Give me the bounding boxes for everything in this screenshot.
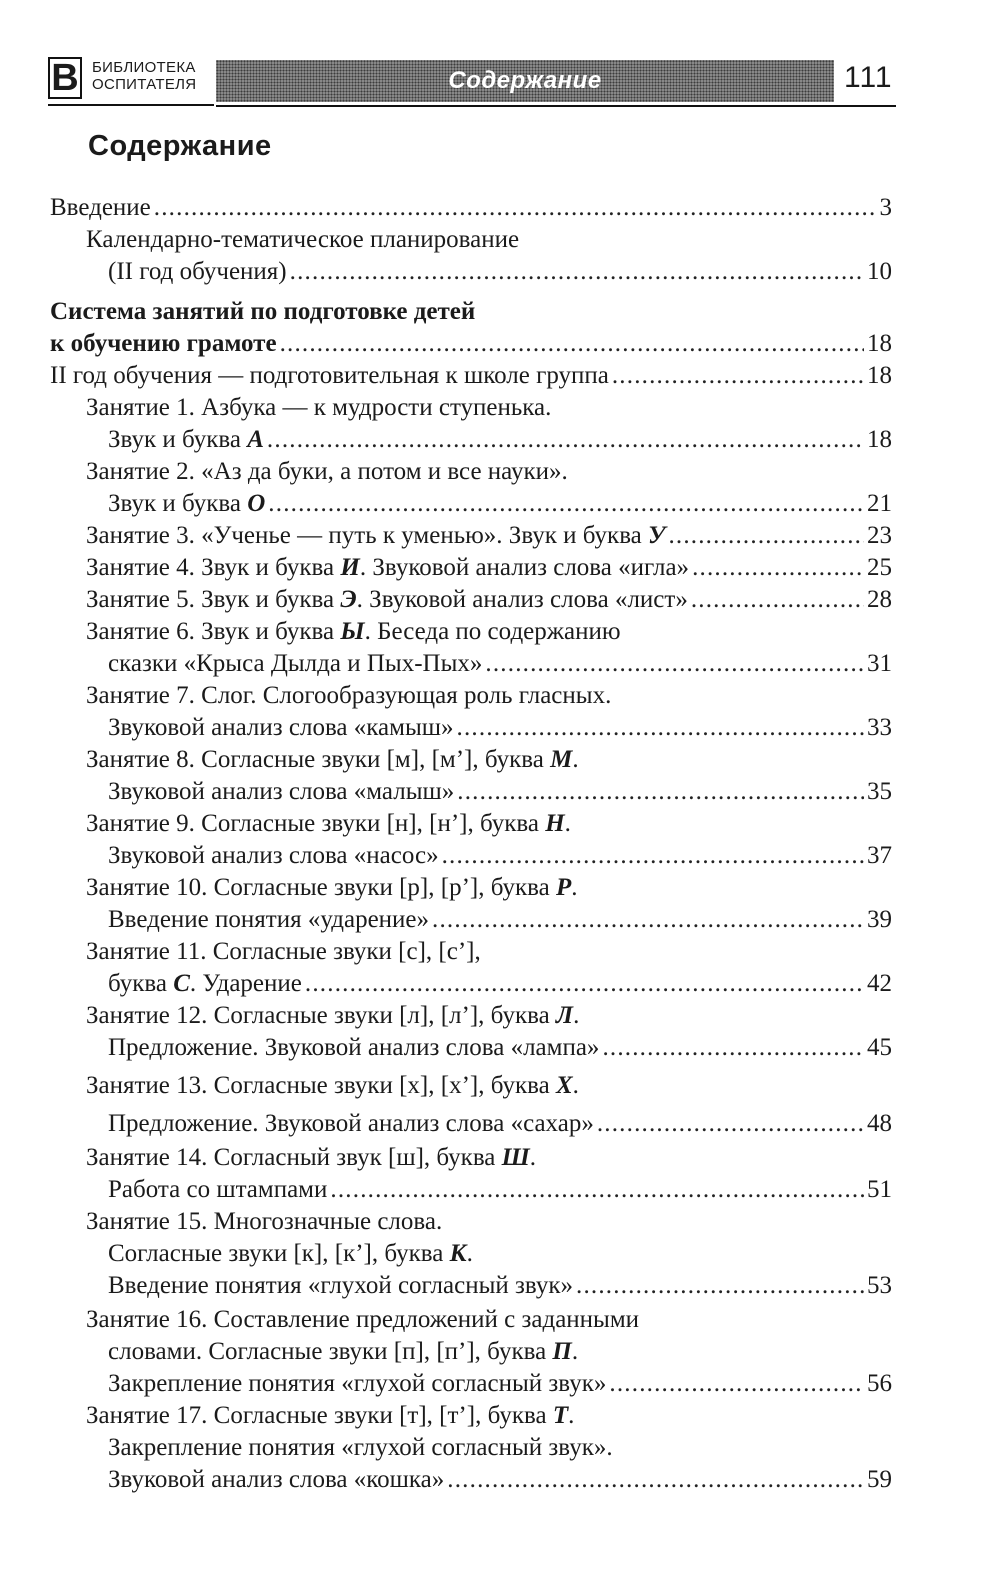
toc-entry-page: 45 bbox=[867, 1034, 892, 1061]
toc-entry-title: Звук и буква bbox=[108, 426, 248, 453]
toc-entry-page: 18 bbox=[867, 362, 892, 389]
toc-entry-title: словами. Согласные звуки [п], [п’], буква bbox=[108, 1338, 553, 1365]
toc-entry-year2[interactable] bbox=[50, 360, 892, 392]
toc-lesson-17-line2[interactable] bbox=[108, 1432, 892, 1464]
period: . bbox=[572, 1072, 579, 1099]
toc-entry-page: 51 bbox=[867, 1176, 892, 1203]
toc-entry-title: Введение bbox=[50, 194, 151, 221]
toc-lesson-6-line1[interactable] bbox=[86, 616, 892, 648]
series-logo-line2: ОСПИТАТЕЛЯ bbox=[92, 76, 197, 93]
toc-lesson-16-line1[interactable] bbox=[86, 1304, 892, 1336]
toc-lesson-10-line2[interactable] bbox=[108, 904, 892, 936]
toc-lesson-15-line1[interactable] bbox=[86, 1206, 892, 1238]
header-section-title: Содержание bbox=[448, 67, 602, 94]
toc-lesson-1-line1[interactable] bbox=[86, 392, 892, 424]
toc-entry-intro[interactable] bbox=[50, 192, 892, 224]
dot-leader bbox=[597, 1108, 864, 1140]
toc-entry-title: Занятие 5. Звук и буква bbox=[86, 586, 341, 613]
letter-bold: Т bbox=[552, 1402, 569, 1429]
period: . bbox=[529, 1144, 537, 1171]
running-header bbox=[48, 55, 896, 105]
toc-entry-title: Занятие 14. Согласный звук [ш], буква bbox=[86, 1144, 502, 1171]
letter-bold: С bbox=[173, 970, 190, 997]
toc-lesson-9-line1[interactable] bbox=[86, 808, 892, 840]
letter-bold: Ш bbox=[501, 1144, 530, 1171]
toc-lesson-13-line2[interactable] bbox=[108, 1108, 892, 1140]
toc-entry-calendar-line1[interactable] bbox=[86, 224, 892, 256]
dot-leader bbox=[442, 840, 864, 872]
letter-bold: К bbox=[449, 1240, 467, 1267]
toc-lesson-16-line2[interactable] bbox=[108, 1336, 892, 1368]
toc-section-system-line1[interactable] bbox=[50, 296, 892, 328]
toc-entry-title: Занятие 11. Согласные звуки [с], [с’], bbox=[86, 938, 481, 965]
toc-lesson-15-line3[interactable] bbox=[108, 1270, 892, 1302]
toc-entry-title: II год обучения — подготовительная к школе группа bbox=[50, 362, 609, 389]
toc-entry-page: 39 bbox=[867, 906, 892, 933]
toc-entry-title: Занятие 10. Согласные звуки [р], [р’], буква bbox=[86, 874, 556, 901]
toc-entry-title: Занятие 16. Составление предложений с заданными bbox=[86, 1306, 640, 1333]
letter-bold: О bbox=[247, 490, 266, 517]
toc-entry-page: 25 bbox=[867, 554, 892, 581]
toc-entry-page: 56 bbox=[867, 1370, 892, 1397]
toc-lesson-14-line1[interactable] bbox=[86, 1142, 892, 1174]
toc-section-title: к обучению грамоте bbox=[50, 330, 277, 357]
toc-entry-page: 23 bbox=[867, 522, 892, 549]
letter-bold: Л bbox=[555, 1002, 574, 1029]
period: . bbox=[466, 1240, 473, 1267]
toc-entry-page: 21 bbox=[867, 490, 892, 517]
toc-entry-title: Закрепление понятия «глухой согласный звук». bbox=[108, 1434, 613, 1461]
toc-entry-title: Занятие 4. Звук и буква bbox=[86, 554, 341, 581]
toc-entry-page: 31 bbox=[867, 650, 892, 677]
dot-leader bbox=[290, 256, 864, 288]
toc-entry-title: Занятие 6. Звук и буква bbox=[86, 618, 341, 645]
page-number: 111 bbox=[844, 61, 893, 94]
dot-leader bbox=[330, 1174, 864, 1206]
series-logo-text bbox=[92, 59, 196, 93]
toc-lesson-8-line2[interactable] bbox=[108, 776, 892, 808]
toc-entry-page: 37 bbox=[867, 842, 892, 869]
toc-entry-title: Календарно-тематическое планирование bbox=[86, 226, 520, 253]
toc-section-system-line2[interactable] bbox=[50, 328, 892, 360]
toc-lesson-3[interactable] bbox=[86, 520, 892, 552]
toc-entry-title: Занятие 7. Слог. Слогообразующая роль гласных. bbox=[86, 682, 612, 709]
toc-entry-title: Предложение. Звуковой анализ слова «лампа» bbox=[108, 1034, 600, 1061]
toc-entry-title: Введение понятия «ударение» bbox=[108, 906, 430, 933]
toc-entry-page: 18 bbox=[867, 330, 892, 357]
toc-entry-title: сказки «Крыса Дылда и Пых-Пых» bbox=[108, 650, 483, 677]
toc-entry-title: Звуковой анализ слова «кошка» bbox=[108, 1466, 445, 1493]
toc-entry-title-rest: . Беседа по содержанию bbox=[364, 618, 621, 645]
toc-entry-title: Занятие 1. Азбука — к мудрости ступенька. bbox=[86, 394, 552, 421]
toc-entry-title: Звуковой анализ слова «насос» bbox=[108, 842, 439, 869]
toc-lesson-17-line1[interactable] bbox=[86, 1400, 892, 1432]
toc-section-title: Система занятий по подготовке детей bbox=[50, 298, 476, 325]
toc-lesson-4[interactable] bbox=[86, 552, 892, 584]
toc-lesson-7-line2[interactable] bbox=[108, 712, 892, 744]
dot-leader bbox=[280, 328, 864, 360]
dot-leader bbox=[692, 552, 864, 584]
toc-entry-title: Занятие 2. «Аз да буки, а потом и все науки». bbox=[86, 458, 568, 485]
toc-entry-page: 28 bbox=[867, 586, 892, 613]
toc-lesson-2-line1[interactable] bbox=[86, 456, 892, 488]
toc-entry-page: 42 bbox=[867, 970, 892, 997]
dot-leader bbox=[668, 520, 864, 552]
toc-lesson-9-line2[interactable] bbox=[108, 840, 892, 872]
toc-entry-page: 35 bbox=[867, 778, 892, 805]
dot-leader bbox=[485, 648, 864, 680]
toc-entry-title: Предложение. Звуковой анализ слова «сахар» bbox=[108, 1110, 594, 1137]
period: . bbox=[571, 874, 578, 901]
toc-entry-page: 53 bbox=[867, 1272, 892, 1299]
dot-leader bbox=[602, 1032, 864, 1064]
toc-entry-title-rest: . Звуковой анализ слова «лист» bbox=[356, 586, 688, 613]
toc-entry-title: Звуковой анализ слова «камыш» bbox=[108, 714, 454, 741]
toc-entry-title: Закрепление понятия «глухой согласный звук» bbox=[108, 1370, 607, 1397]
dot-leader bbox=[268, 488, 864, 520]
dot-leader bbox=[691, 584, 864, 616]
letter-bold: П bbox=[552, 1338, 572, 1365]
toc-entry-page: 48 bbox=[867, 1110, 892, 1137]
toc-entry-title: буква bbox=[108, 970, 174, 997]
toc-entry-title: Занятие 17. Согласные звуки [т], [т’], буква bbox=[86, 1402, 553, 1429]
toc-entry-title: Работа со штампами bbox=[108, 1176, 328, 1203]
toc-lesson-16-line3[interactable] bbox=[108, 1368, 892, 1400]
toc-entry-page: 3 bbox=[879, 194, 892, 221]
letter-bold: Ы bbox=[340, 618, 365, 645]
dot-leader bbox=[609, 1368, 864, 1400]
series-logo-line1: БИБЛИОТЕКА bbox=[92, 59, 196, 76]
toc-entry-title: Занятие 12. Согласные звуки [л], [л’], буква bbox=[86, 1002, 556, 1029]
toc-entry-title: Занятие 15. Многозначные слова. bbox=[86, 1208, 443, 1235]
letter-bold: И bbox=[340, 554, 360, 581]
toc-entry-title: Согласные звуки [к], [к’], буква bbox=[108, 1240, 450, 1267]
toc-entry-title: Занятие 9. Согласные звуки [н], [н’], буква bbox=[86, 810, 546, 837]
letter-bold: У bbox=[648, 522, 666, 549]
toc-entry-title: (II год обучения) bbox=[108, 258, 287, 285]
toc-entry-page: 10 bbox=[867, 258, 892, 285]
dot-leader bbox=[305, 968, 864, 1000]
toc-lesson-12-line1[interactable] bbox=[86, 1000, 892, 1032]
toc-entry-title: Звук и буква bbox=[108, 490, 248, 517]
dot-leader bbox=[154, 192, 877, 224]
toc-lesson-11-line1[interactable] bbox=[86, 936, 892, 968]
toc-lesson-10-line1[interactable] bbox=[86, 872, 892, 904]
toc-entry-title-rest: . Звуковой анализ слова «игла» bbox=[359, 554, 690, 581]
logo-underline bbox=[48, 104, 214, 106]
toc-lesson-8-line1[interactable] bbox=[86, 744, 892, 776]
toc-lesson-13-line1[interactable] bbox=[86, 1070, 892, 1102]
toc-entry-title: Звуковой анализ слова «малыш» bbox=[108, 778, 455, 805]
letter-bold: Х bbox=[555, 1072, 573, 1099]
toc-entry-page: 33 bbox=[867, 714, 892, 741]
toc-entry-page: 59 bbox=[867, 1466, 892, 1493]
dot-leader bbox=[612, 360, 864, 392]
period: . bbox=[571, 1338, 579, 1365]
toc-lesson-12-line2[interactable] bbox=[108, 1032, 892, 1064]
toc-lesson-14-line2[interactable] bbox=[108, 1174, 892, 1206]
toc-entry-title: Занятие 8. Согласные звуки [м], [м’], буква bbox=[86, 746, 551, 773]
toc-lesson-6-line2[interactable] bbox=[108, 648, 892, 680]
dot-leader bbox=[457, 776, 864, 808]
toc-lesson-7-line1[interactable] bbox=[86, 680, 892, 712]
period: . bbox=[572, 746, 579, 773]
series-logo-letter: В bbox=[48, 57, 82, 99]
letter-bold: М bbox=[550, 746, 573, 773]
period: . bbox=[564, 810, 571, 837]
toc-lesson-2-line2[interactable] bbox=[108, 488, 892, 520]
dot-leader bbox=[267, 424, 864, 456]
dot-leader bbox=[432, 904, 864, 936]
letter-bold: А bbox=[247, 426, 264, 453]
toc-entry-title: Занятие 3. «Ученье — путь к уменью». Звук и буква bbox=[86, 522, 649, 549]
toc-lesson-1-line2[interactable] bbox=[108, 424, 892, 456]
period: . bbox=[573, 1002, 580, 1029]
toc-lesson-15-line2[interactable] bbox=[108, 1238, 892, 1270]
toc-lesson-17-line3[interactable] bbox=[108, 1464, 892, 1496]
header-band bbox=[216, 60, 834, 102]
dot-leader bbox=[576, 1270, 864, 1302]
toc-entry-page: 18 bbox=[867, 426, 892, 453]
toc-lesson-5[interactable] bbox=[86, 584, 892, 616]
toc-entry-title-rest: . Ударение bbox=[189, 970, 302, 997]
letter-bold: Н bbox=[545, 810, 565, 837]
dot-leader bbox=[457, 712, 864, 744]
period: . bbox=[568, 1402, 575, 1429]
letter-bold: Р bbox=[555, 874, 572, 901]
toc-lesson-11-line2[interactable] bbox=[108, 968, 892, 1000]
toc-entry-calendar-line2[interactable] bbox=[108, 256, 892, 288]
toc-entry-title: Введение понятия «глухой согласный звук» bbox=[108, 1272, 573, 1299]
letter-bold: Э bbox=[340, 586, 357, 613]
header-rule bbox=[216, 105, 896, 107]
dot-leader bbox=[447, 1464, 864, 1496]
toc-entry-title: Занятие 13. Согласные звуки [х], [х’], буква bbox=[86, 1072, 556, 1099]
page-title: Содержание bbox=[88, 130, 272, 162]
